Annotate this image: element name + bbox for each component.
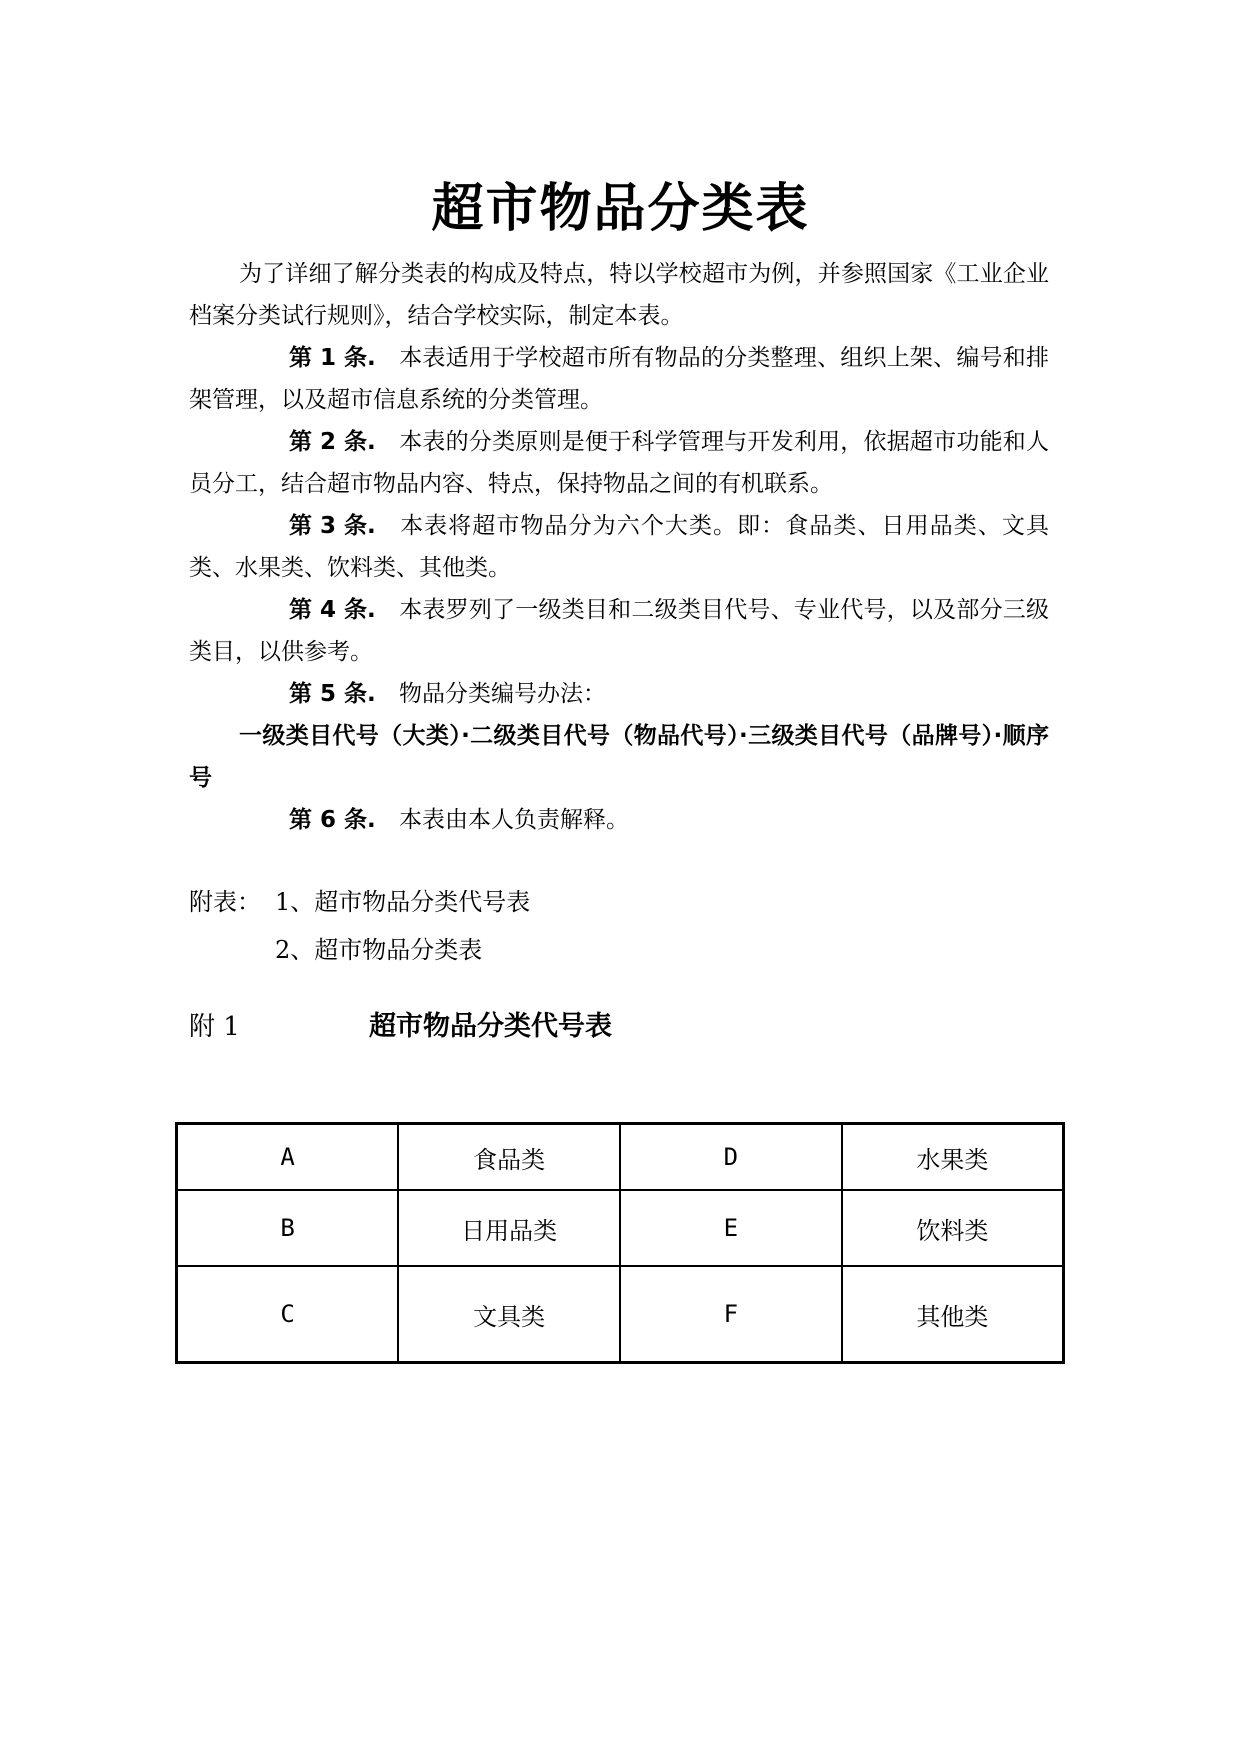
article-text: 本表由本人负责解释。 xyxy=(399,807,629,833)
article-text: 本表将超市物品分为六个大类。即：食品类、日用品类、文具类、水果类、饮料类、其他类。 xyxy=(189,513,1049,581)
table-row xyxy=(177,1190,1064,1266)
table-row xyxy=(177,1266,1064,1363)
attachment-title: 超市物品分类代号表 xyxy=(369,1011,612,1042)
category-code-cell: A xyxy=(177,1124,399,1191)
article-text: 本表适用于学校超市所有物品的分类整理、组织上架、编号和排架管理，以及超市信息系统的分类管理。 xyxy=(189,345,1049,413)
category-code-cell: B xyxy=(177,1190,399,1266)
appendix-list xyxy=(189,878,530,974)
category-code-cell: E xyxy=(620,1190,842,1266)
article-6 xyxy=(189,799,1049,841)
article-label: 第 5 条. xyxy=(289,681,376,707)
article-text: 本表罗列了一级类目和二级类目代号、专业代号，以及部分三级类目，以供参考。 xyxy=(189,597,1049,665)
article-text: 本表的分类原则是便于科学管理与开发利用，依据超市功能和人员分工，结合超市物品内容、特点，保持物品之间的有机联系。 xyxy=(189,429,1049,497)
article-label: 第 3 条. xyxy=(289,513,376,539)
article-2 xyxy=(189,421,1049,505)
attachment-number: 附 1 xyxy=(189,1012,240,1042)
article-1 xyxy=(189,337,1049,421)
category-code-cell: C xyxy=(177,1266,399,1363)
table-row xyxy=(177,1124,1064,1191)
category-name-cell: 日用品类 xyxy=(398,1190,620,1266)
appendix-item-1 xyxy=(189,878,530,926)
category-code-table xyxy=(175,1122,1065,1364)
category-name-cell: 其他类 xyxy=(842,1266,1064,1363)
document-title: 超市物品分类表 xyxy=(431,179,810,239)
category-name-cell: 饮料类 xyxy=(842,1190,1064,1266)
article-4 xyxy=(189,589,1049,673)
article-label: 第 4 条. xyxy=(289,597,376,623)
category-code-cell: F xyxy=(620,1266,842,1363)
category-name-cell: 文具类 xyxy=(398,1266,620,1363)
attachment-heading xyxy=(189,1007,612,1047)
article-5 xyxy=(189,673,1049,715)
category-code-cell: D xyxy=(620,1124,842,1191)
appendix-prefix: 附表： xyxy=(189,888,261,916)
article-label: 第 2 条. xyxy=(289,429,376,455)
category-name-cell: 食品类 xyxy=(398,1124,620,1191)
article-label: 第 6 条. xyxy=(289,807,376,833)
article-label: 第 1 条. xyxy=(289,345,376,371)
document-body xyxy=(189,253,1049,841)
appendix-item-text: 1、超市物品分类代号表 xyxy=(275,888,531,916)
numbering-method: 一级类目代号（大类）·二级类目代号（物品代号）·三级类目代号（品牌号）·顺序号 xyxy=(189,723,1049,791)
appendix-item-text: 2、超市物品分类表 xyxy=(275,936,483,964)
category-name-cell: 水果类 xyxy=(842,1124,1064,1191)
article-text: 物品分类编号办法： xyxy=(399,681,606,707)
appendix-item-2 xyxy=(189,926,530,974)
intro-paragraph: 为了详细了解分类表的构成及特点，特以学校超市为例，并参照国家《工业企业档案分类试行规则》，结合学校实际，制定本表。 xyxy=(189,261,1049,329)
article-3 xyxy=(189,505,1049,589)
